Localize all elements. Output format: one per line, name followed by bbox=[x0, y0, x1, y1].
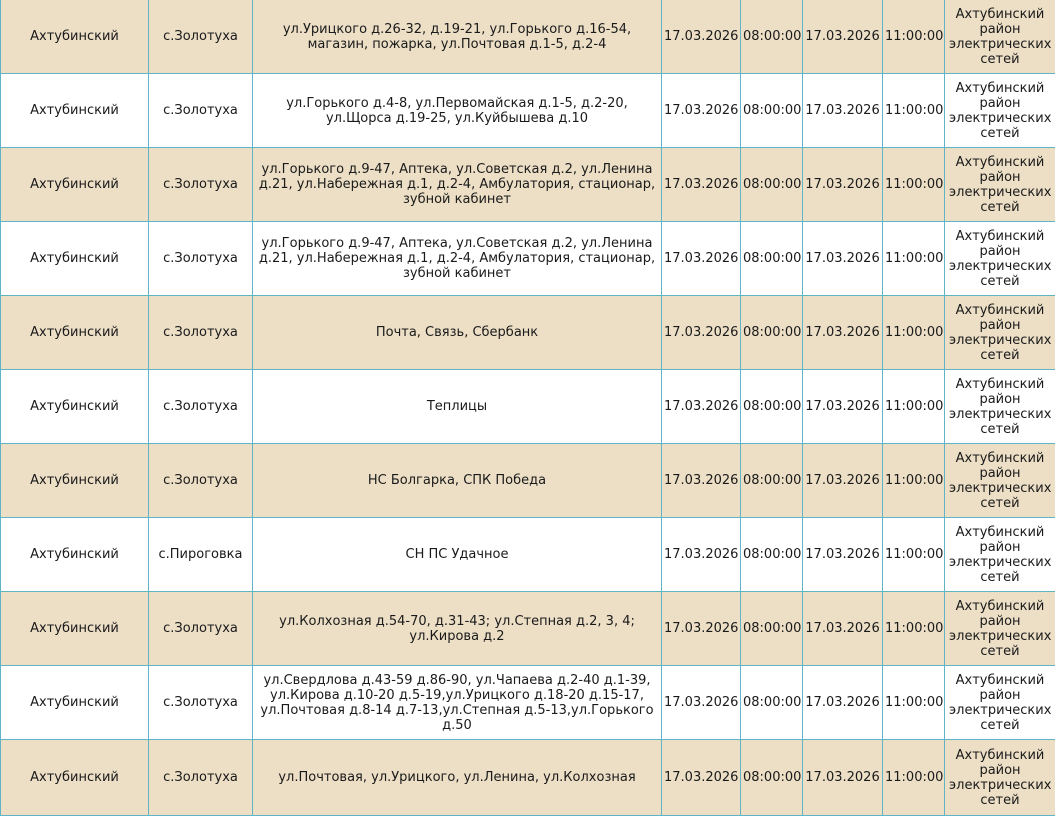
table-row bbox=[1, 518, 1055, 592]
start-date-cell: 17.03.2026 bbox=[662, 148, 741, 222]
table-row bbox=[1, 148, 1055, 222]
start-date-cell: 17.03.2026 bbox=[662, 518, 741, 592]
responsible-cell: Ахтубинский район электрических сетей bbox=[945, 0, 1055, 74]
responsible-cell: Ахтубинский район электрических сетей bbox=[945, 370, 1055, 444]
district-cell: Ахтубинский bbox=[1, 148, 149, 222]
responsible-cell: Ахтубинский район электрических сетей bbox=[945, 74, 1055, 148]
start-time-cell: 08:00:00 bbox=[741, 74, 803, 148]
end-time-cell: 11:00:00 bbox=[883, 518, 945, 592]
locality-cell: с.Золотуха bbox=[149, 370, 253, 444]
responsible-cell: Ахтубинский район электрических сетей bbox=[945, 444, 1055, 518]
responsible-cell: Ахтубинский район электрических сетей bbox=[945, 592, 1055, 666]
addresses-cell: СН ПС Удачное bbox=[253, 518, 662, 592]
locality-cell: с.Золотуха bbox=[149, 592, 253, 666]
end-date-cell: 17.03.2026 bbox=[803, 74, 883, 148]
start-time-cell: 08:00:00 bbox=[741, 222, 803, 296]
locality-cell: с.Золотуха bbox=[149, 444, 253, 518]
locality-cell: с.Золотуха bbox=[149, 666, 253, 740]
end-time-cell: 11:00:00 bbox=[883, 0, 945, 74]
start-date-cell: 17.03.2026 bbox=[662, 666, 741, 740]
responsible-cell: Ахтубинский район электрических сетей bbox=[945, 222, 1055, 296]
district-cell: Ахтубинский bbox=[1, 222, 149, 296]
responsible-cell: Ахтубинский район электрических сетей bbox=[945, 740, 1055, 816]
locality-cell: с.Золотуха bbox=[149, 148, 253, 222]
start-time-cell: 08:00:00 bbox=[741, 370, 803, 444]
locality-cell: с.Пироговка bbox=[149, 518, 253, 592]
district-cell: Ахтубинский bbox=[1, 296, 149, 370]
locality-cell: с.Золотуха bbox=[149, 222, 253, 296]
responsible-cell: Ахтубинский район электрических сетей bbox=[945, 518, 1055, 592]
addresses-cell: ул.Горького д.9-47, Аптека, ул.Советская д.2, ул.Ленина д.21, ул.Набережная д.1, д.2-4, Амбулатория, стационар, зубной кабинет bbox=[253, 148, 662, 222]
end-date-cell: 17.03.2026 bbox=[803, 222, 883, 296]
end-time-cell: 11:00:00 bbox=[883, 666, 945, 740]
locality-cell: с.Золотуха bbox=[149, 740, 253, 816]
start-time-cell: 08:00:00 bbox=[741, 0, 803, 74]
end-date-cell: 17.03.2026 bbox=[803, 370, 883, 444]
addresses-cell: ул.Горького д.9-47, Аптека, ул.Советская д.2, ул.Ленина д.21, ул.Набережная д.1, д.2-4, Амбулатория, стационар, зубной кабинет bbox=[253, 222, 662, 296]
table-row bbox=[1, 0, 1055, 74]
locality-cell: с.Золотуха bbox=[149, 296, 253, 370]
end-time-cell: 11:00:00 bbox=[883, 296, 945, 370]
addresses-cell: ул.Горького д.4-8, ул.Первомайская д.1-5, д.2-20, ул.Щорса д.19-25, ул.Куйбышева д.10 bbox=[253, 74, 662, 148]
start-date-cell: 17.03.2026 bbox=[662, 74, 741, 148]
end-date-cell: 17.03.2026 bbox=[803, 518, 883, 592]
end-date-cell: 17.03.2026 bbox=[803, 444, 883, 518]
end-date-cell: 17.03.2026 bbox=[803, 592, 883, 666]
end-date-cell: 17.03.2026 bbox=[803, 740, 883, 816]
district-cell: Ахтубинский bbox=[1, 666, 149, 740]
addresses-cell: ул.Свердлова д.43-59 д.86-90, ул.Чапаева д.2-40 д.1-39, ул.Кирова д.10-20 д.5-19,ул.Урицкого д.18-20 д.15-17, ул.Почтовая д.8-14 д.7-13,ул.Степная д.5-13,ул.Горького д.50 bbox=[253, 666, 662, 740]
start-time-cell: 08:00:00 bbox=[741, 740, 803, 816]
district-cell: Ахтубинский bbox=[1, 370, 149, 444]
end-date-cell: 17.03.2026 bbox=[803, 0, 883, 74]
end-time-cell: 11:00:00 bbox=[883, 74, 945, 148]
end-date-cell: 17.03.2026 bbox=[803, 148, 883, 222]
end-time-cell: 11:00:00 bbox=[883, 740, 945, 816]
start-date-cell: 17.03.2026 bbox=[662, 740, 741, 816]
start-date-cell: 17.03.2026 bbox=[662, 444, 741, 518]
start-time-cell: 08:00:00 bbox=[741, 592, 803, 666]
addresses-cell: ул.Урицкого д.26-32, д.19-21, ул.Горького д.16-54, магазин, пожарка, ул.Почтовая д.1-5, д.2-4 bbox=[253, 0, 662, 74]
responsible-cell: Ахтубинский район электрических сетей bbox=[945, 296, 1055, 370]
district-cell: Ахтубинский bbox=[1, 444, 149, 518]
end-date-cell: 17.03.2026 bbox=[803, 666, 883, 740]
locality-cell: с.Золотуха bbox=[149, 0, 253, 74]
table-row bbox=[1, 296, 1055, 370]
table-row bbox=[1, 74, 1055, 148]
end-time-cell: 11:00:00 bbox=[883, 148, 945, 222]
district-cell: Ахтубинский bbox=[1, 74, 149, 148]
district-cell: Ахтубинский bbox=[1, 518, 149, 592]
table-body bbox=[1, 0, 1055, 816]
addresses-cell: ул.Почтовая, ул.Урицкого, ул.Ленина, ул.Колхозная bbox=[253, 740, 662, 816]
start-time-cell: 08:00:00 bbox=[741, 518, 803, 592]
end-time-cell: 11:00:00 bbox=[883, 444, 945, 518]
addresses-cell: Теплицы bbox=[253, 370, 662, 444]
district-cell: Ахтубинский bbox=[1, 0, 149, 74]
addresses-cell: НС Болгарка, СПК Победа bbox=[253, 444, 662, 518]
district-cell: Ахтубинский bbox=[1, 592, 149, 666]
start-date-cell: 17.03.2026 bbox=[662, 222, 741, 296]
start-date-cell: 17.03.2026 bbox=[662, 0, 741, 74]
end-time-cell: 11:00:00 bbox=[883, 592, 945, 666]
district-cell: Ахтубинский bbox=[1, 740, 149, 816]
start-time-cell: 08:00:00 bbox=[741, 666, 803, 740]
start-date-cell: 17.03.2026 bbox=[662, 592, 741, 666]
start-date-cell: 17.03.2026 bbox=[662, 296, 741, 370]
end-time-cell: 11:00:00 bbox=[883, 222, 945, 296]
table-row bbox=[1, 222, 1055, 296]
start-time-cell: 08:00:00 bbox=[741, 444, 803, 518]
addresses-cell: Почта, Связь, Сбербанк bbox=[253, 296, 662, 370]
table-row bbox=[1, 592, 1055, 666]
start-time-cell: 08:00:00 bbox=[741, 148, 803, 222]
start-date-cell: 17.03.2026 bbox=[662, 370, 741, 444]
table-row bbox=[1, 740, 1055, 816]
table-row bbox=[1, 370, 1055, 444]
end-date-cell: 17.03.2026 bbox=[803, 296, 883, 370]
end-time-cell: 11:00:00 bbox=[883, 370, 945, 444]
responsible-cell: Ахтубинский район электрических сетей bbox=[945, 148, 1055, 222]
table-row bbox=[1, 444, 1055, 518]
table-row bbox=[1, 666, 1055, 740]
addresses-cell: ул.Колхозная д.54-70, д.31-43; ул.Степная д.2, 3, 4; ул.Кирова д.2 bbox=[253, 592, 662, 666]
responsible-cell: Ахтубинский район электрических сетей bbox=[945, 666, 1055, 740]
locality-cell: с.Золотуха bbox=[149, 74, 253, 148]
start-time-cell: 08:00:00 bbox=[741, 296, 803, 370]
